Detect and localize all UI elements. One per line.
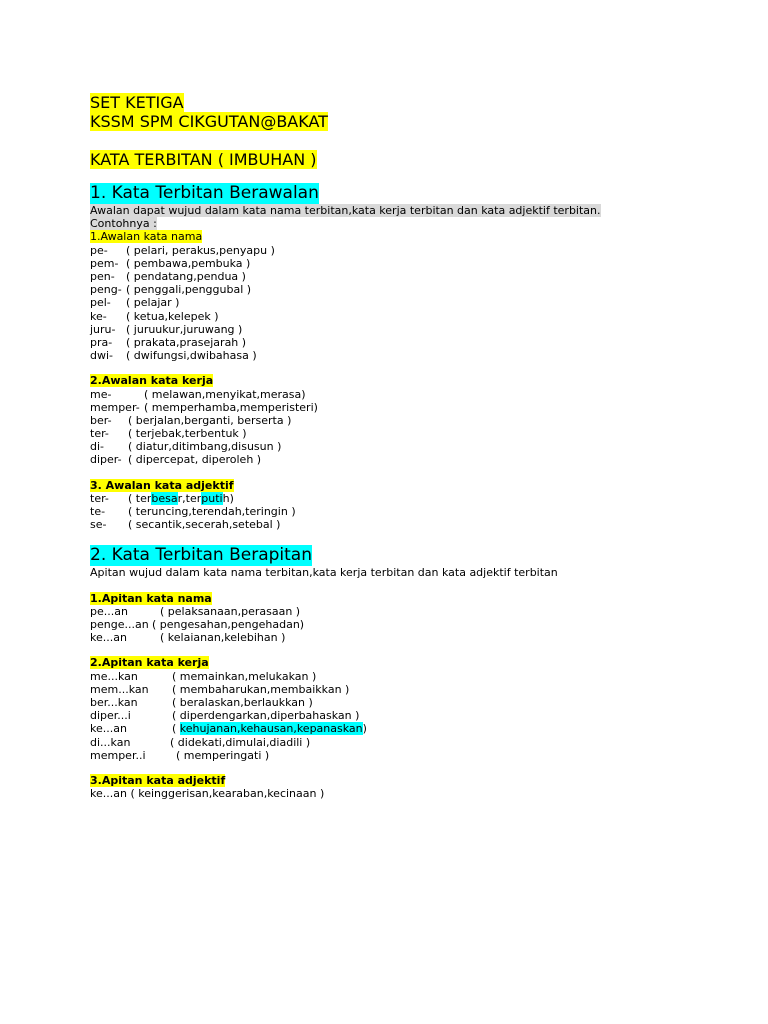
list-item: pen- ( pendatang,pendua ): [90, 269, 246, 283]
list-item: penge...an ( pengesahan,pengehadan): [90, 617, 305, 631]
list-item: peng- ( penggali,penggubal ): [90, 283, 252, 297]
list-item: me...kan ( memainkan,melukakan ): [90, 669, 317, 683]
awalan-kerja-list: [90, 388, 730, 467]
apitan-nama-label: 1.Apitan kata nama: [90, 591, 212, 605]
list-item: juru- ( juruukur,juruwang ): [90, 322, 243, 336]
apitan-kerja-label: 2.Apitan kata kerja: [90, 656, 209, 670]
list-item: ke...an ( kehujanan,kehausan,kepanaskan): [90, 722, 367, 736]
list-item: ke...an ( keinggerisan,kearaban,kecinaan ): [90, 787, 325, 801]
list-item: me- ( melawan,menyikat,merasa): [90, 387, 306, 401]
apitan-adjektif-list: [90, 787, 730, 800]
apitan-adjektif-label: 3.Apitan kata adjektif: [90, 773, 226, 787]
apitan-kerja-list: [90, 670, 730, 762]
list-item: pe- ( pelari, perakus,penyapu ): [90, 243, 275, 257]
section-1-intro: Awalan dapat wujud dalam kata nama terbitan,kata kerja terbitan dan kata adjektif terbitan.: [90, 204, 601, 217]
list-item: memper..i ( memperingati ): [90, 748, 270, 762]
list-item: pra- ( prakata,prasejarah ): [90, 335, 247, 349]
section-1: [90, 183, 730, 531]
list-item: ter- ( terjebak,terbentuk ): [90, 427, 247, 441]
awalan-adjektif-label: 3. Awalan kata adjektif: [90, 478, 234, 492]
title-block: [90, 93, 730, 169]
list-item: ber- ( berjalan,berganti, berserta ): [90, 413, 292, 427]
document-content: [90, 93, 730, 800]
author-title: KSSM SPM CIKGUTAN@BAKAT: [90, 112, 328, 131]
list-item: ber...kan ( beralaskan,berlaukkan ): [90, 695, 313, 709]
list-item: diper- ( dipercepat, diperoleh ): [90, 453, 262, 467]
highlight-kehujanan: kehujanan,kehausan,kepanaskan: [179, 722, 363, 736]
highlight-puti: puti: [201, 491, 223, 505]
list-item: pe...an ( pelaksanaan,perasaan ): [90, 604, 301, 618]
list-item: te- ( teruncing,terendah,teringin ): [90, 505, 296, 519]
awalan-adjektif-list: [90, 492, 730, 532]
list-item: ke- ( ketua,kelepek ): [90, 309, 219, 323]
list-item: ter- ( terbesar,terputih): [90, 491, 234, 505]
list-item: se- ( secantik,secerah,setebal ): [90, 518, 281, 532]
awalan-kerja-label: 2.Awalan kata kerja: [90, 374, 214, 388]
set-title: SET KETIGA: [90, 93, 184, 112]
section-1-contoh: Contohnya :: [90, 217, 157, 231]
topic-title: KATA TERBITAN ( IMBUHAN ): [90, 150, 317, 169]
section-2: [90, 545, 730, 800]
section-2-heading: 2. Kata Terbitan Berapitan: [90, 545, 312, 566]
awalan-nama-label: 1.Awalan kata nama: [90, 230, 203, 244]
list-item: diper...i ( diperdengarkan,diperbahaskan ): [90, 709, 360, 723]
list-item: pel- ( pelajar ): [90, 296, 180, 310]
highlight-besa: besa: [151, 491, 178, 505]
apitan-nama-list: [90, 605, 730, 645]
list-item: di...kan ( didekati,dimulai,diadili ): [90, 735, 311, 749]
list-item: mem...kan ( membaharukan,membaikkan ): [90, 682, 350, 696]
list-item: di- ( diatur,ditimbang,disusun ): [90, 440, 282, 454]
section-2-intro: Apitan wujud dalam kata nama terbitan,kata kerja terbitan dan kata adjektif terbitan: [90, 566, 558, 580]
awalan-nama-list: [90, 244, 730, 363]
list-item: ke...an ( kelaianan,kelebihan ): [90, 631, 286, 645]
section-1-heading: 1. Kata Terbitan Berawalan: [90, 183, 319, 203]
list-item: memper- ( memperhamba,memperisteri): [90, 400, 318, 414]
list-item: pem- ( pembawa,pembuka ): [90, 256, 251, 270]
list-item: dwi- ( dwifungsi,dwibahasa ): [90, 349, 257, 363]
